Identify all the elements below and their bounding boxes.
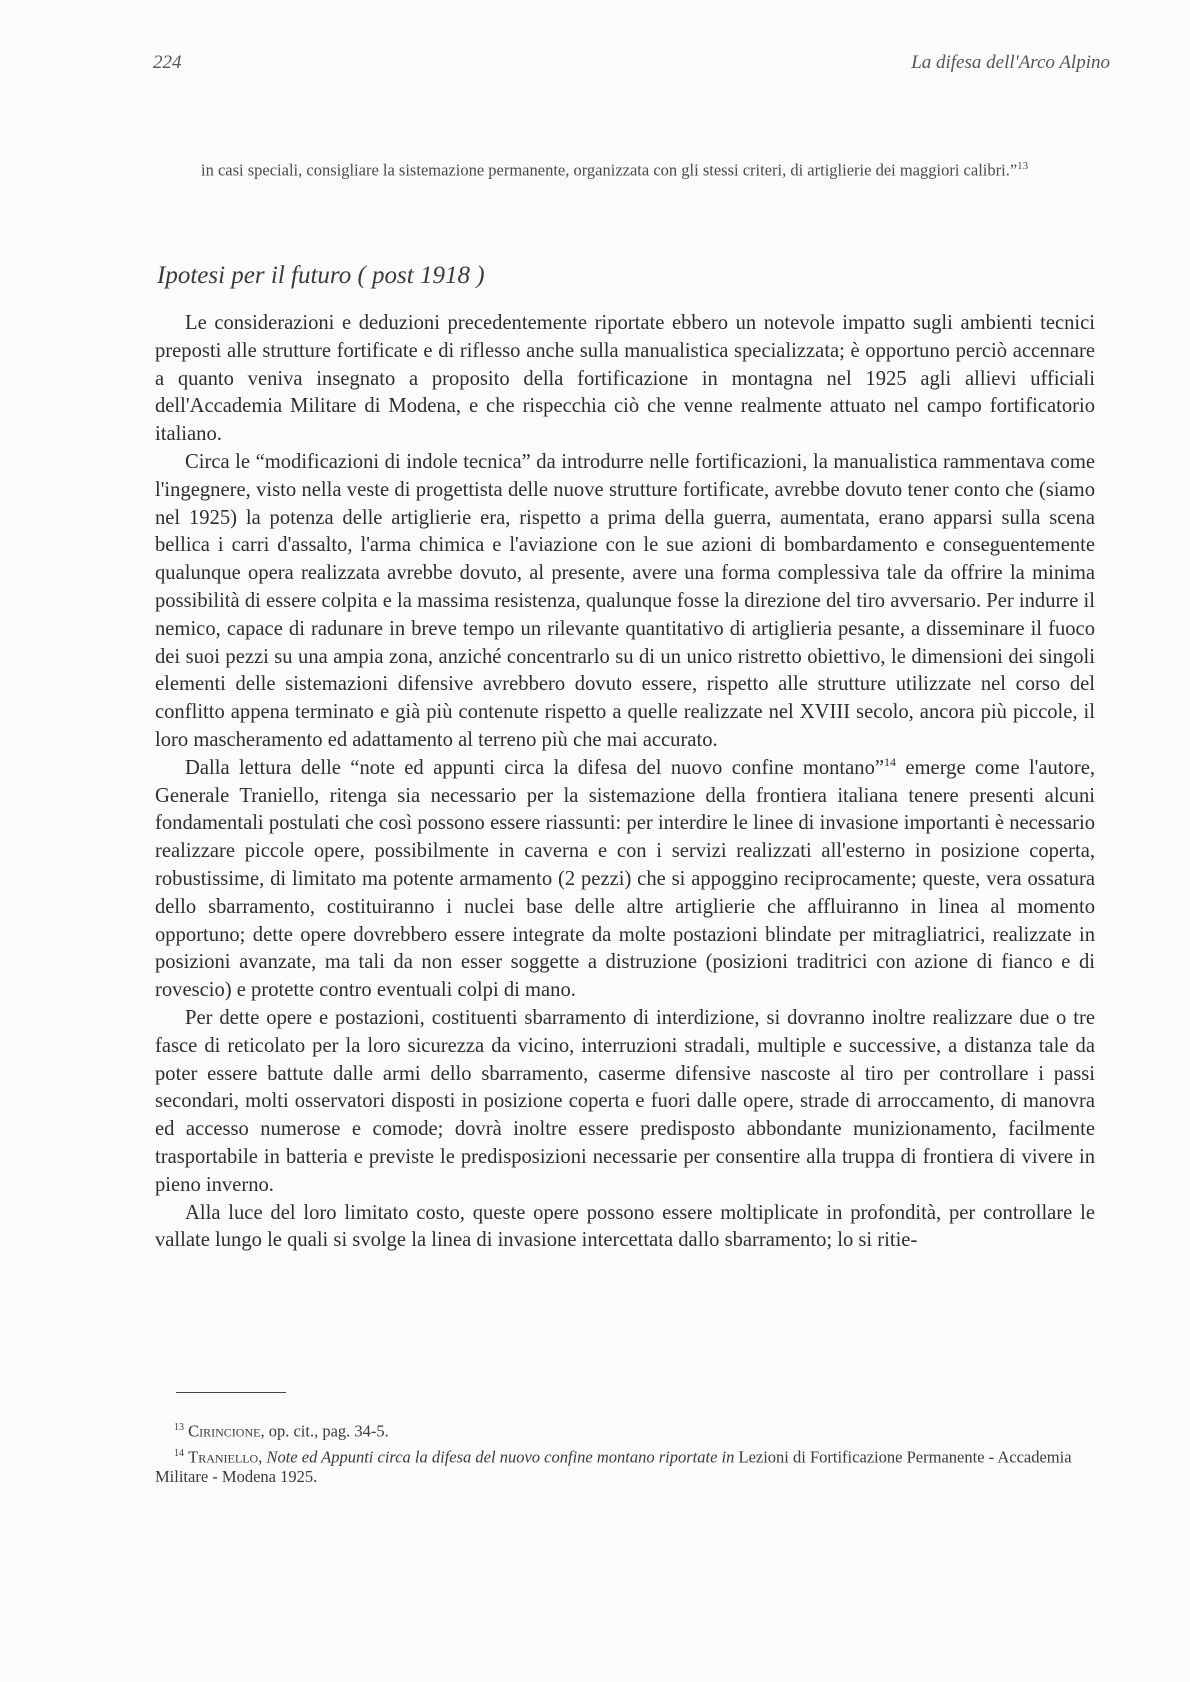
footnote-author: Traniello	[188, 1447, 259, 1466]
footnote-author: Cirincione	[188, 1421, 261, 1441]
footnote-text: , op. cit., pag. 34-5.	[260, 1421, 389, 1441]
paragraph-3-end: emerge come l'autore, Generale Traniello, ritenga sia necessario per la sistemazione della frontiera italiana tenere presenti alcuni fondamentali postulati che così possono essere riassunti: per interdire le linee di invasione importanti è necessario realizzare piccole opere, possibilmente in caverna e con i servizi realizzati all'esterno in posizione coperta, robustissime, di limitato ma potente armamento (2 pezzi) che si appoggino reciprocamente; queste, vera ossatura dello sbarramento, costituiranno i nuclei base delle altre artiglierie che affluiranno in linea al momento opportuno; dette opere dovrebbero essere integrate da molte postazioni blindate per mitragliatrici, realizzate in posizioni avanzate, ma tali da non esser soggette a distruzione (posizioni traditrici con azione di fianco e di rovescio) e protette contro eventuali colpi di mano.	[155, 756, 1095, 1002]
footnote-13	[155, 1418, 1095, 1442]
quote-text: in casi speciali, consigliare la sistemazione permanente, organizzata con gli stessi criteri, di artiglierie dei maggiori calibri.”	[201, 160, 1018, 180]
paragraph-2: Circa le “modificazioni di indole tecnica” da introdurre nelle fortificazioni, la manualistica rammentava come l'ingegnere, visto nella veste di progettista delle nuove strutture fortificate, avrebbe dovuto tener conto che (siamo nel 1925) la potenza delle artiglierie era, rispetto a prima della guerra, aumentata, erano apparsi sulla scena bellica i carri d'assalto, l'arma chimica e l'aviazione con le sue azioni di bombardamento e conseguentemente qualunque opera realizzata avrebbe dovuto, al presente, avere una forma complessiva tale da offrire la minima possibilità di essere colpita e la massima resistenza, qualunque fosse la direzione del tiro avversario. Per indurre il nemico, capace di radunare in breve tempo un rilevante quantitativo di artiglieria pesante, a disseminare il fuoco dei suoi pezzi su una ampia zona, anziché concentrarlo su di un unico ristretto obiettivo, le dimensioni dei singoli elementi delle sistemazioni difensive avrebbero dovuto essere, rispetto alle strutture utilizzate nel corso del conflitto appena terminato e già più contenute rispetto a quelle realizzate nel XVIII secolo, ancora più piccole, il loro mascheramento ed adattamento al terreno più che mai accurato.	[155, 450, 1095, 751]
running-head	[153, 52, 1110, 82]
paragraph-3	[155, 755, 1095, 1005]
quote-block	[201, 155, 1076, 182]
footnote-text: Lezioni di Fortificazione Permanente - Accademia Militare - Modena 1925.	[155, 1447, 1072, 1486]
page-number: 224	[153, 52, 182, 73]
footnote-number: 13	[174, 1422, 184, 1433]
footnote-ref-14[interactable]: 14	[884, 754, 897, 769]
section-heading: Ipotesi per il futuro ( post 1918 )	[157, 262, 485, 289]
footnote-work-title: Note ed Appunti circa la difesa del nuovo confine montano riportate in	[266, 1447, 735, 1466]
paragraph-1: Le considerazioni e deduzioni precedentemente riportate ebbero un notevole impatto sugli ambienti tecnici preposti alle strutture fortificate e di riflesso anche sulla manualistica specializzata; è opportuno perciò accennare a quanto veniva insegnato a proposito della fortificazione in montagna nel 1925 agli allievi ufficiali dell'Accademia Militare di Modena, e che rispecchia ciò che venne realmente attuato nel campo fortificatorio italiano.	[155, 312, 1095, 446]
footnote-14: $^{14}$ Traniello, Note ed Appunti circa la difesa del nuovo confine montano riportate in Lezioni di Fortificazione Permanente - Accademia Militare - Modena 1925.	[155, 1447, 1072, 1486]
footnotes	[155, 1418, 1095, 1489]
book-title: La difesa dell'Arco Alpino	[911, 52, 1110, 73]
paragraph-3-start: Dalla lettura delle “note ed appunti circa la difesa del nuovo confine montano”	[185, 756, 885, 779]
footnote-ref-13[interactable]: 13	[1017, 160, 1029, 172]
footnote-divider	[176, 1392, 286, 1393]
footnote-number: 14	[174, 1447, 184, 1459]
body-text	[155, 310, 1095, 1255]
paragraph-4: Per dette opere e postazioni, costituenti sbarramento di interdizione, si dovranno inoltre realizzare due o tre fasce di reticolato per la loro sicurezza da vicino, interruzioni stradali, multiple e successive, a distanza tale da poter essere battute dalle armi dello sbarramento, caserme difensive nascoste al tiro per controllare i passi secondari, molti osservatori disposti in posizione coperta e fuori dalle opere, strade di arroccamento, di manovra ed accesso numerose e comode; dovrà inoltre essere predisposto abbondante munizionamento, facilmente trasportabile in batteria e previste le predisposizioni necessarie per consentire alla truppa di frontiera di vivere in pieno inverno.	[155, 1006, 1095, 1196]
paragraph-5: Alla luce del loro limitato costo, queste opere possono essere moltiplicate in profondità, per controllare le vallate lungo le quali si svolge la linea di invasione intercettata dallo sbarramento; lo si ritie-	[155, 1201, 1095, 1252]
